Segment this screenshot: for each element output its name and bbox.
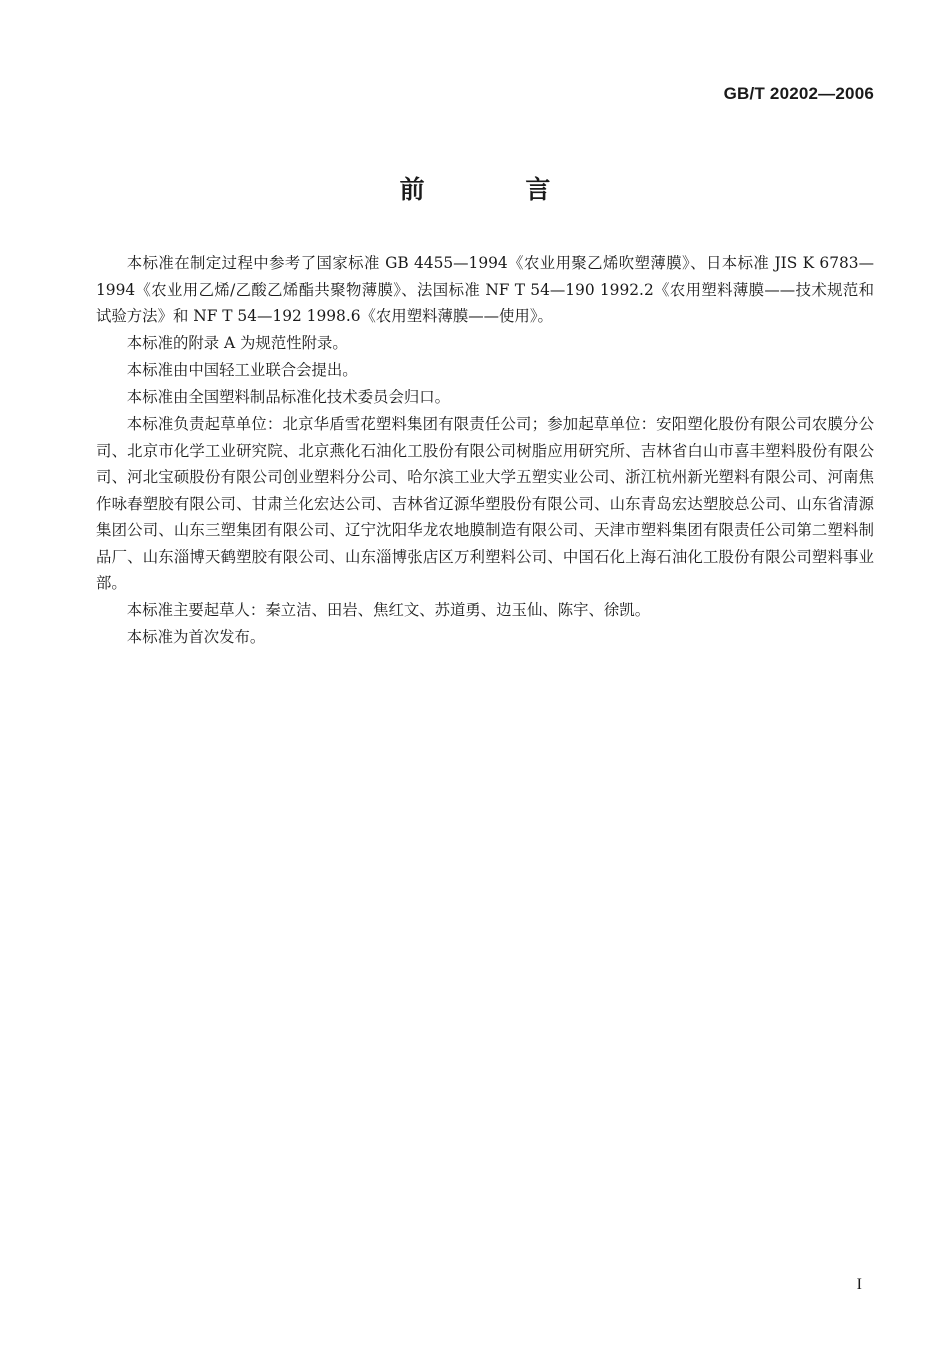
paragraph-drafting-units: 本标准负责起草单位：北京华盾雪花塑料集团有限责任公司；参加起草单位：安阳塑化股份有限公司农膜分公司、北京市化学工业研究院、北京燕化石油化工股份有限公司树脂应用研究所、吉林省白山市喜丰塑料股份有限公司、河北宝硕股份有限公司创业塑料分公司、哈尔滨工业大学五塑实业公司、浙江杭州新光塑料有限公司、河南焦作咏春塑胶有限公司、甘肃兰化宏达公司、吉林省辽源华塑股份有限公司、山东青岛宏达塑胶总公司、山东省清源集团公司、山东三塑集团有限公司、辽宁沈阳华龙农地膜制造有限公司、天津市塑料集团有限责任公司第二塑料制品厂、山东淄博天鹤塑胶有限公司、山东淄博张店区万利塑料公司、中国石化上海石油化工股份有限公司塑料事业部。 — [96, 415, 874, 592]
foreword-body — [96, 250, 874, 651]
page-number: I — [856, 1276, 862, 1293]
paragraph-first-release: 本标准为首次发布。 — [126, 628, 266, 646]
paragraph-proposer: 本标准由中国轻工业联合会提出。 — [126, 361, 358, 379]
paragraph-appendix: 本标准的附录 A 为规范性附录。 — [126, 334, 348, 352]
standard-number: GB/T 20202—2006 — [723, 84, 874, 103]
paragraph-committee: 本标准由全国塑料制品标准化技术委员会归口。 — [126, 388, 451, 406]
paragraph-references: 本标准在制定过程中参考了国家标准 GB 4455—1994《农业用聚乙烯吹塑薄膜》、日本标准 JIS K 6783—1994《农业用乙烯/乙酸乙烯酯共聚物薄膜》、法国标准 NF T 54—190 1992.2《农用塑料薄膜——技术规范和试验方法》和 NF T 54—192 1998.6《农用塑料薄膜——使用》。 — [96, 254, 874, 325]
paragraph-drafters: 本标准主要起草人：秦立洁、田岩、焦红文、苏道勇、边玉仙、陈宇、徐凯。 — [126, 601, 651, 619]
page-title: 前 言 — [399, 175, 597, 204]
